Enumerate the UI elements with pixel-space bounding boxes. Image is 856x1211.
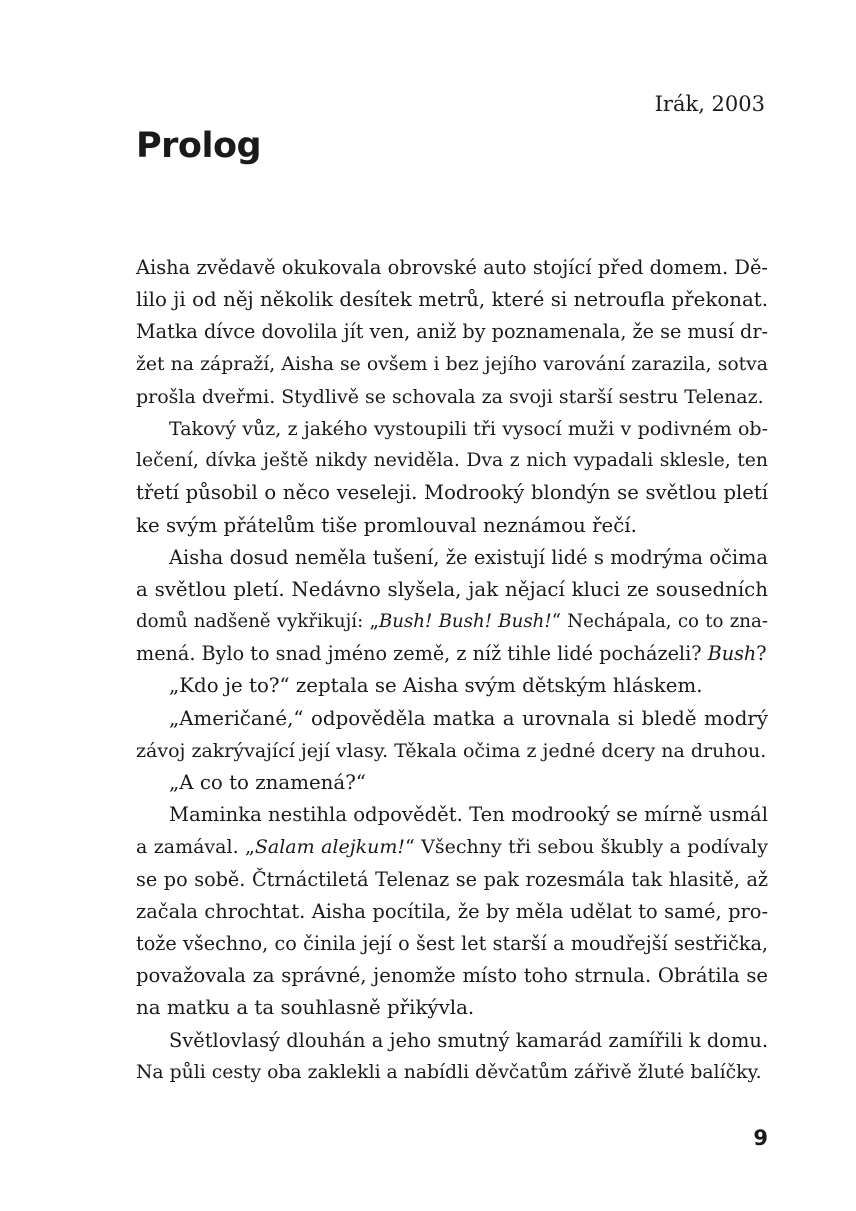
italic-phrase: Salam alejkum! [254, 836, 406, 859]
text-line: se po sobě. Čtrnáctiletá Telenaz se pak rozesmála tak hlasitě, až [136, 867, 768, 891]
text-line: lečení, dívka ještě nikdy neviděla. Dva z nich vypadali sklesle, ten [136, 450, 768, 472]
text-line: považovala za správné, jenomže místo toho strnula. Obrátila se [136, 964, 768, 988]
chapter-title: Prolog [136, 126, 262, 166]
text-segment: “ Nechápala, co to zna- [551, 611, 768, 633]
text-line: Světlovlasý dlouhán a jeho smutný kamarád zamířili k domu. [169, 1028, 768, 1052]
text-line-with-italic [136, 638, 768, 670]
text-line-with-italic [136, 831, 768, 863]
text-line: „Kdo je to?“ zeptala se Aisha svým dětským hláskem. [169, 674, 703, 698]
text-segment: a zamával. „ [136, 836, 255, 859]
place-date: Irák, 2003 [654, 92, 765, 116]
page-number: 9 [753, 1126, 768, 1150]
text-line: Aisha dosud neměla tušení, že existují lidé s modrýma očima [169, 545, 768, 569]
text-segment: “ Všechny tři sebou škubly a podívaly [405, 836, 768, 859]
text-line: Na půli cesty oba zaklekli a nabídli děvčatům zářivě žluté balíčky. [136, 1061, 762, 1083]
text-line: závoj zakrývající její vlasy. Těkala očima z jedné dcery na druhou. [136, 739, 767, 762]
text-line: „A co to znamená?“ [169, 771, 366, 794]
text-line: ke svým přátelům tiše promlouval neznámou řečí. [136, 513, 637, 537]
text-line: a světlou pletí. Nedávno slyšela, jak nějací kluci ze sousedních [136, 577, 768, 601]
text-line: žet na zápraží, Aisha se ovšem i bez jejího varování zarazila, sotva [136, 353, 768, 375]
text-line: Matka dívce dovolila jít ven, aniž by poznamenala, že se musí dr- [136, 320, 768, 344]
text-line: lilo ji od něj několik desítek metrů, které si netroufla překonat. [136, 288, 768, 312]
body-text [136, 252, 768, 1089]
text-line: Aisha zvědavě okukovala obrovské auto stojící před domem. Dě- [136, 256, 768, 279]
text-line: třetí působil o něco veseleji. Modrooký blondýn se světlou pletí [136, 481, 768, 505]
text-line: prošla dveřmi. Stydlivě se schovala za svoji starší sestru Telenaz. [136, 385, 764, 408]
text-segment: ? [756, 642, 767, 666]
text-line: Takový vůz, z jakého vystoupili tři vysocí muži v podivném ob- [169, 417, 768, 440]
text-line: na matku a ta souhlasně přikývla. [136, 996, 475, 1020]
text-line: začala chrochtat. Aisha pocítila, že by měla udělat to samé, pro- [136, 899, 768, 923]
italic-phrase: Bush! Bush! Bush! [378, 611, 552, 633]
text-segment: mená. Bylo to snad jméno země, z níž tihle lidé pocházeli? [136, 642, 708, 666]
text-line: Maminka nestihla odpovědět. Ten modrooký se mírně usmál [169, 803, 768, 827]
text-line: tože všechno, co činila její o šest let starší a moudřejší sestřička, [136, 931, 768, 955]
text-line-with-italic [136, 606, 768, 638]
text-line: „Američané,“ odpověděla matka a urovnala si bledě modrý [169, 706, 768, 730]
text-segment: domů nadšeně vykřikují: „ [136, 611, 379, 633]
italic-phrase: Bush [707, 642, 757, 666]
